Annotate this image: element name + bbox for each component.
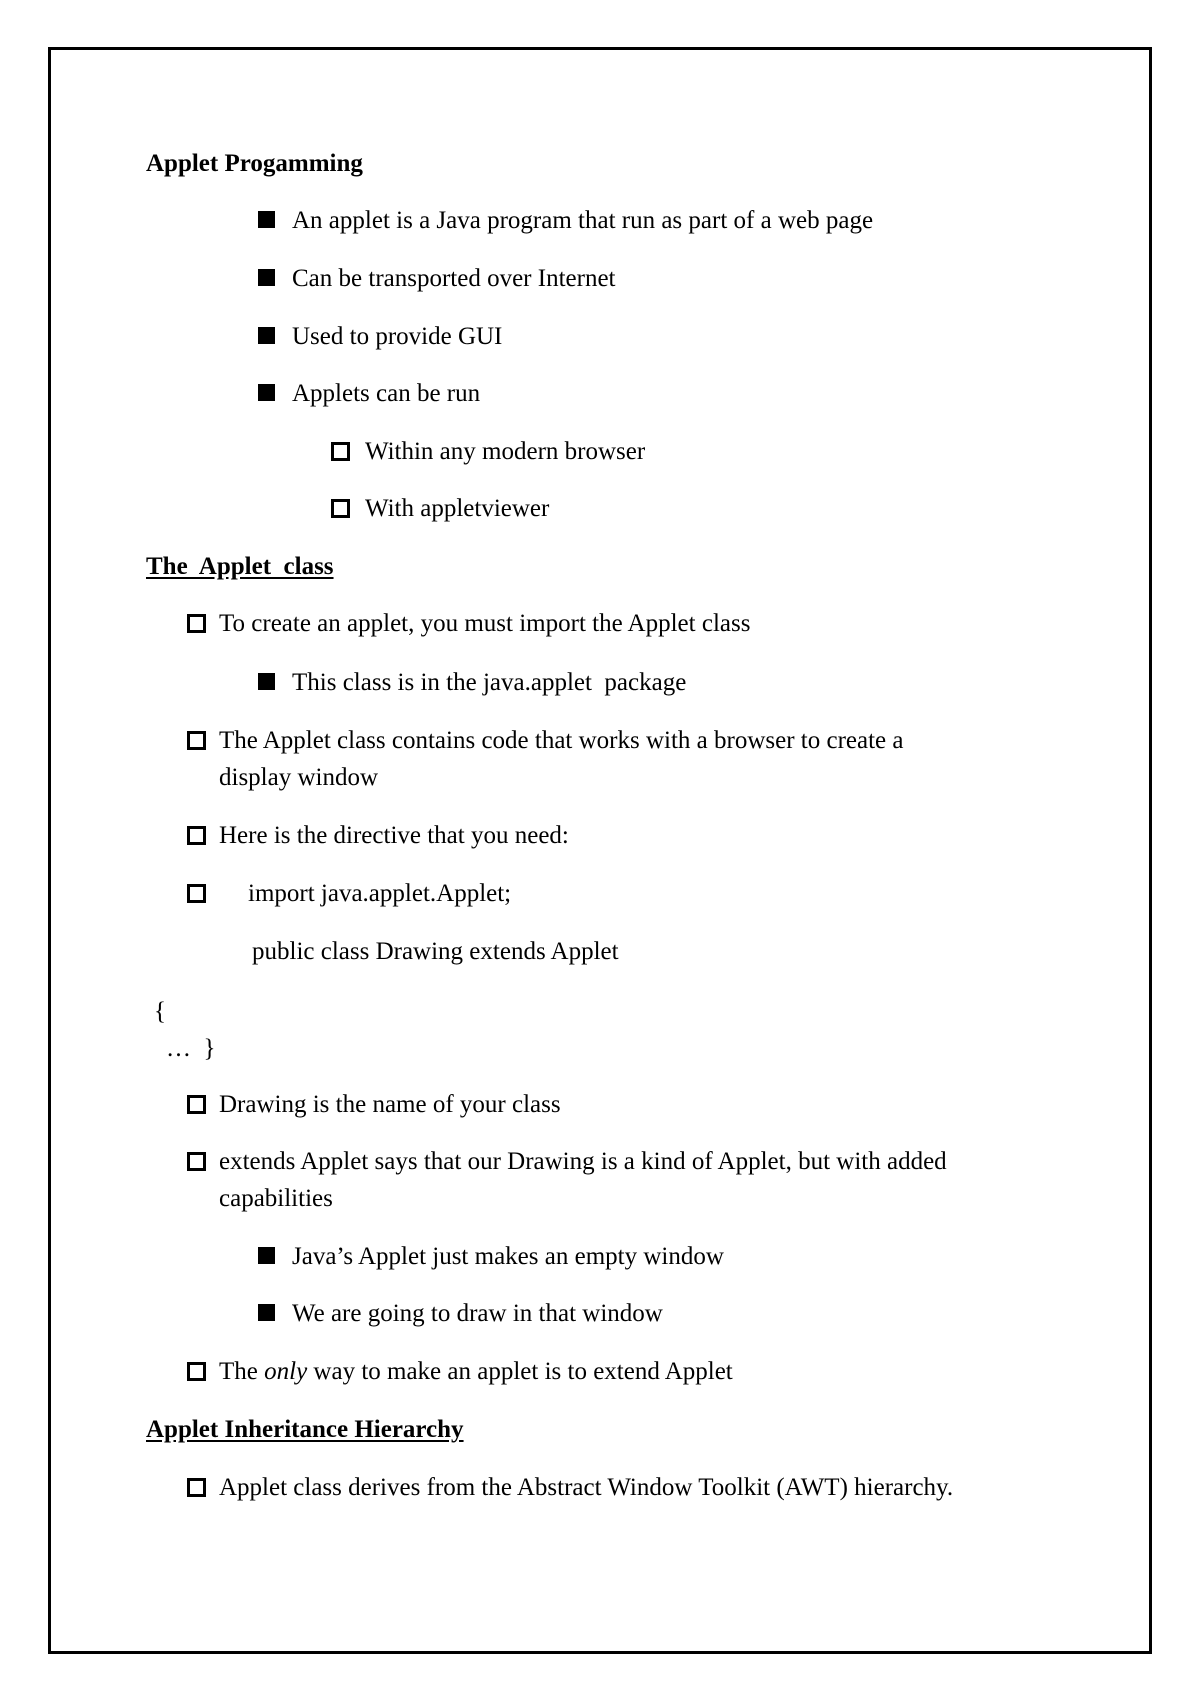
filled-square-bullet-icon (258, 1304, 275, 1321)
code-line-close-brace: … } (166, 1035, 216, 1062)
bullet-text: Here is the directive that you need: (219, 822, 569, 849)
filled-square-bullet-icon (258, 384, 275, 401)
bullet-text: extends Applet says that our Drawing is a kind of Applet, but with added (219, 1148, 947, 1175)
hollow-square-bullet-icon (187, 614, 206, 633)
sub-bullet-text: This class is in the java.applet package (292, 669, 687, 696)
filled-square-bullet-icon (258, 1247, 275, 1264)
bullet-text: Can be transported over Internet (292, 265, 616, 292)
code-line-import: import java.applet.Applet; (248, 880, 512, 907)
bullet-text: Applet class derives from the Abstract Window Toolkit (AWT) hierarchy. (219, 1474, 954, 1501)
sub-bullet-text: Java’s Applet just makes an empty window (292, 1243, 724, 1270)
hollow-square-bullet-icon (331, 499, 350, 518)
filled-square-bullet-icon (258, 211, 275, 228)
code-line-class-declaration: public class Drawing extends Applet (252, 938, 619, 965)
hollow-square-bullet-icon (331, 442, 350, 461)
only-way-prefix: The (219, 1358, 265, 1385)
sub-bullet-text: We are going to draw in that window (292, 1300, 663, 1327)
bullet-text-only-way (219, 1353, 733, 1390)
section-title-applet-programming: Applet Progamming (146, 150, 363, 177)
hollow-square-bullet-icon (187, 884, 206, 903)
bullet-text-continuation: capabilities (219, 1185, 333, 1212)
bullet-text-continuation: display window (219, 764, 379, 791)
filled-square-bullet-icon (258, 269, 275, 286)
filled-square-bullet-icon (258, 673, 275, 690)
hollow-square-bullet-icon (187, 1362, 206, 1381)
hollow-square-bullet-icon (187, 826, 206, 845)
filled-square-bullet-icon (258, 327, 275, 344)
hollow-square-bullet-icon (187, 731, 206, 750)
code-line-open-brace: { (154, 998, 166, 1025)
bullet-text: Drawing is the name of your class (219, 1091, 561, 1118)
bullet-text: An applet is a Java program that run as part of a web page (292, 207, 874, 234)
section-title-applet-class: The Applet class (146, 553, 334, 580)
sub-bullet-text: With appletviewer (365, 495, 550, 522)
bullet-text: Used to provide GUI (292, 323, 503, 350)
hollow-square-bullet-icon (187, 1152, 206, 1171)
bullet-text: Applets can be run (292, 380, 481, 407)
section-title-inheritance-hierarchy: Applet Inheritance Hierarchy (146, 1416, 464, 1443)
only-emphasis: only (264, 1358, 308, 1385)
bullet-text: The Applet class contains code that works with a browser to create a (219, 727, 904, 754)
sub-bullet-text: Within any modern browser (365, 438, 646, 465)
bullet-text: To create an applet, you must import the Applet class (219, 610, 751, 637)
hollow-square-bullet-icon (187, 1095, 206, 1114)
hollow-square-bullet-icon (187, 1478, 206, 1497)
only-way-suffix: way to make an applet is to extend Applet (307, 1358, 733, 1385)
